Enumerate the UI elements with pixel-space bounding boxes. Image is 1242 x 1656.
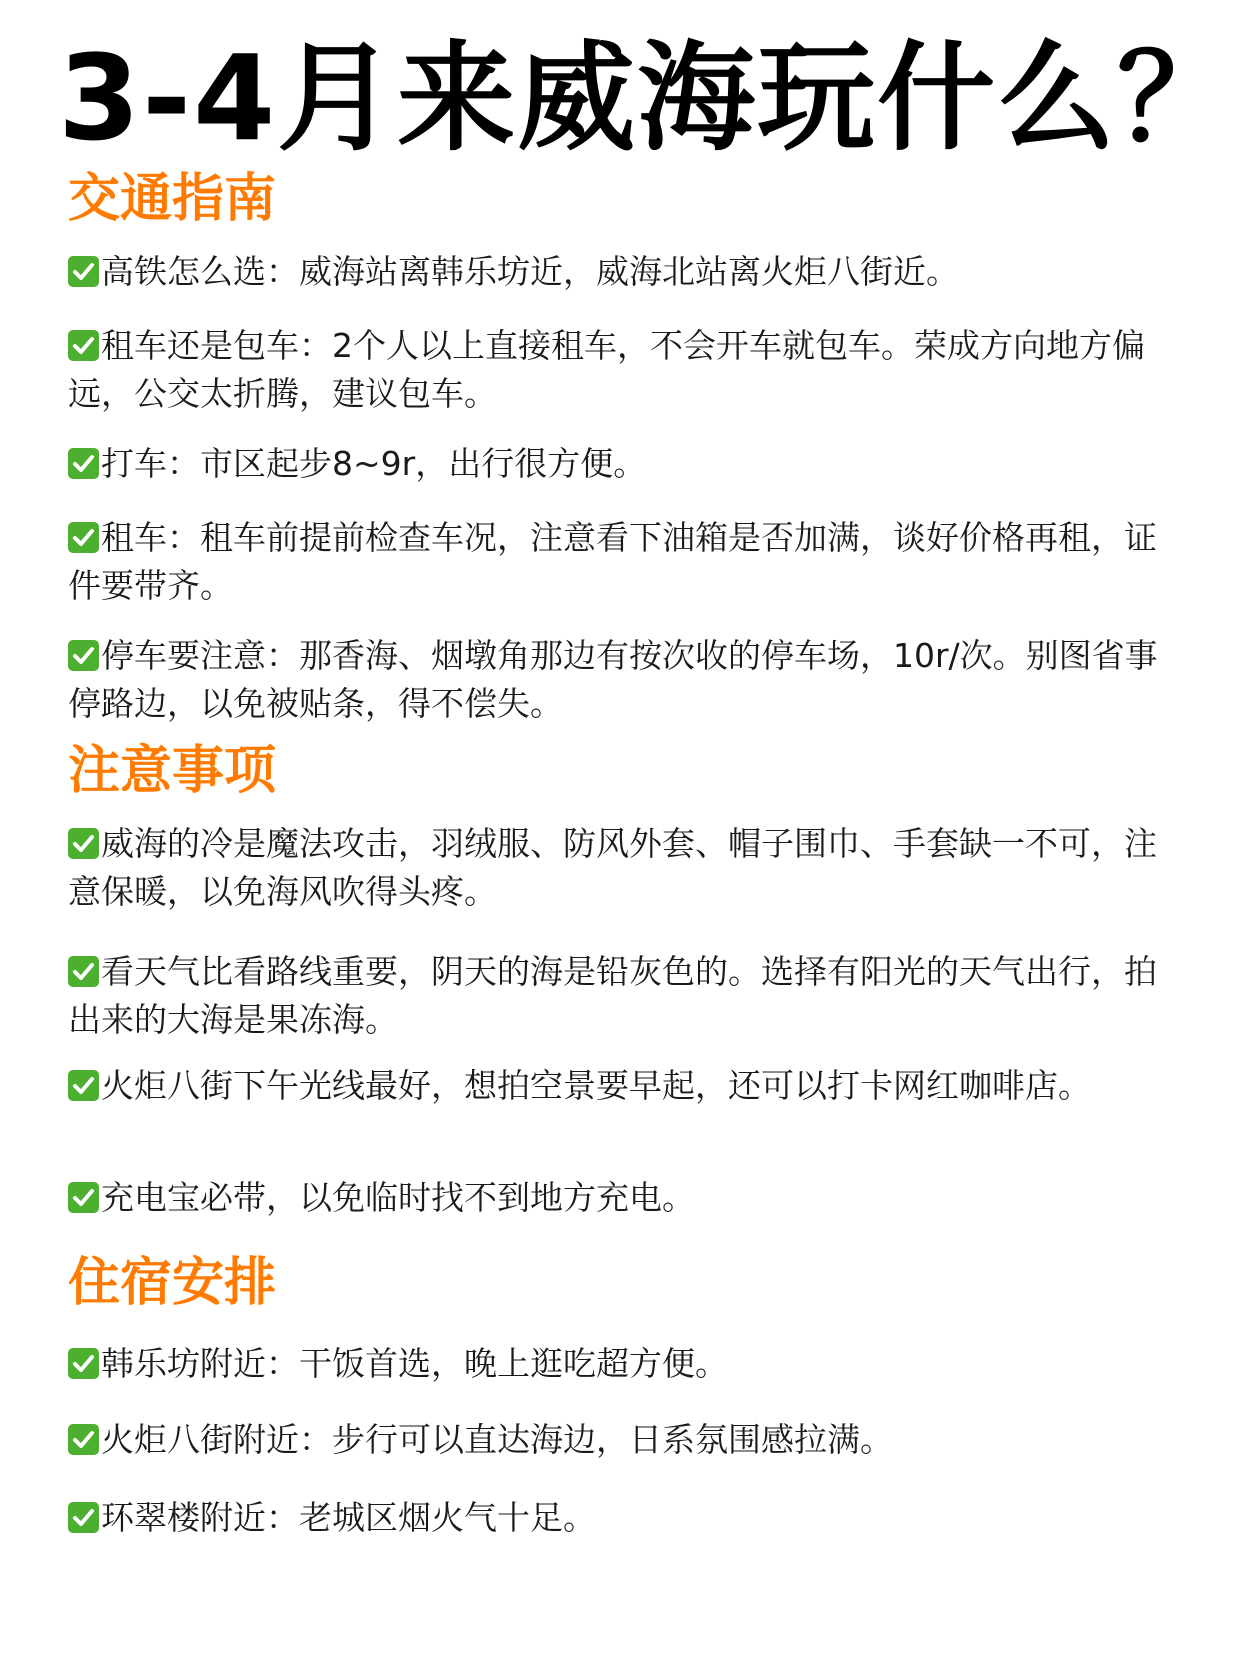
item-text: 租车还是包车：2个人以上直接租车，不会开车就包车。荣成方向地方偏远，公交太折腾，建议包车。 xyxy=(68,326,1145,413)
list-item xyxy=(68,440,1178,488)
list-item xyxy=(68,820,1178,916)
item-text: 威海的冷是魔法攻击，羽绒服、防风外套、帽子围巾、手套缺一不可，注意保暖，以免海风吹得头疼。 xyxy=(68,824,1157,911)
checkmark-icon xyxy=(68,1348,99,1379)
page-title: 3-4月来威海玩什么？ xyxy=(58,29,1238,167)
list-item xyxy=(68,1340,1178,1388)
item-text: 火炬八街附近：步行可以直达海边，日系氛围感拉满。 xyxy=(101,1420,893,1459)
checkmark-icon xyxy=(68,522,99,553)
checkmark-icon xyxy=(68,256,99,287)
item-text: 高铁怎么选：威海站离韩乐坊近，威海北站离火炬八街近。 xyxy=(101,252,959,291)
section-heading-notes: 注意事项 xyxy=(68,741,277,801)
checkmark-icon xyxy=(68,640,99,671)
list-item xyxy=(68,948,1178,1044)
item-text: 看天气比看路线重要，阴天的海是铅灰色的。选择有阳光的天气出行，拍出来的大海是果冻海。 xyxy=(68,952,1157,1039)
item-text: 充电宝必带，以免临时找不到地方充电。 xyxy=(101,1178,695,1217)
section-heading-transport: 交通指南 xyxy=(68,169,277,229)
checkmark-icon xyxy=(68,330,99,361)
checkmark-icon xyxy=(68,1182,99,1213)
checkmark-icon xyxy=(68,1070,99,1101)
item-text: 环翠楼附近：老城区烟火气十足。 xyxy=(101,1498,596,1537)
list-item xyxy=(68,248,1178,296)
list-item xyxy=(68,1416,1178,1464)
item-text: 租车：租车前提前检查车况，注意看下油箱是否加满，谈好价格再租，证件要带齐。 xyxy=(68,518,1157,605)
checkmark-icon xyxy=(68,1424,99,1455)
checkmark-icon xyxy=(68,828,99,859)
item-text: 韩乐坊附近：干饭首选，晚上逛吃超方便。 xyxy=(101,1344,728,1383)
list-item xyxy=(68,514,1178,610)
list-item xyxy=(68,632,1178,728)
checkmark-icon xyxy=(68,1502,99,1533)
item-text: 打车：市区起步8~9r，出行很方便。 xyxy=(101,444,647,483)
list-item xyxy=(68,1494,1178,1542)
item-text: 停车要注意：那香海、烟墩角那边有按次收的停车场，10r/次。别图省事停路边，以免被贴条，得不偿失。 xyxy=(68,636,1158,723)
list-item xyxy=(68,322,1178,418)
list-item xyxy=(68,1174,1178,1222)
checkmark-icon xyxy=(68,956,99,987)
list-item xyxy=(68,1062,1178,1110)
checkmark-icon xyxy=(68,448,99,479)
item-text: 火炬八街下午光线最好，想拍空景要早起，还可以打卡网红咖啡店。 xyxy=(101,1066,1091,1105)
section-heading-lodging: 住宿安排 xyxy=(68,1253,277,1313)
